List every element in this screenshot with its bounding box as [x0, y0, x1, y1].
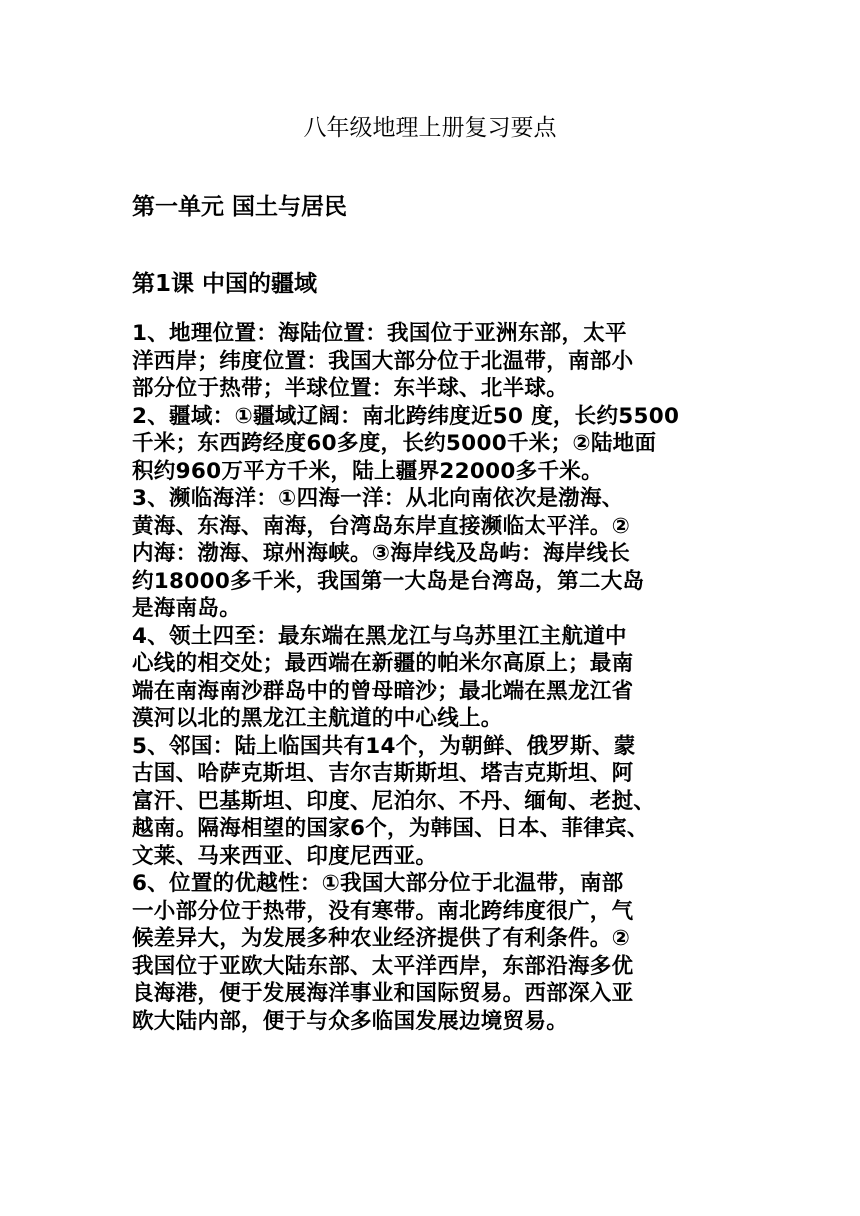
text-line: 古国、哈萨克斯坦、吉尔吉斯斯坦、塔吉克斯坦、阿: [132, 761, 634, 786]
text-line: 端在南海南沙群岛中的曾母暗沙；最北端在黑龙江省: [132, 678, 634, 704]
text-line: 3、濒临海洋：①四海一洋：从北向南依次是渤海、: [132, 486, 624, 511]
text-line: 积约960万平方千米，陆上疆界22000多千米。: [132, 458, 603, 484]
text-line: 千米；东西跨经度60多度，长约5000千米；②陆地面: [132, 431, 657, 456]
text-line: 良海港，便于发展海洋事业和国际贸易。西部深入亚: [132, 981, 634, 1006]
text-line: 2、疆域：①疆域辽阔：南北跨纬度近50 度，长约5500: [132, 403, 680, 429]
text-line: 心线的相交处；最西端在新疆的帕米尔高原上；最南: [132, 651, 634, 676]
text-line: 漠河以北的黑龙江主航道的中心线上。: [132, 706, 503, 731]
text-line: 越南。隔海相望的国家6个，为韩国、日本、菲律宾、: [132, 816, 649, 841]
lesson-heading: 第1课 中国的疆域: [132, 271, 318, 297]
text-line: 一小部分位于热带，没有寒带。南北跨纬度很广，气: [132, 898, 634, 924]
text-line: 欧大陆内部，便于与众多临国发展边境贸易。: [132, 1008, 569, 1034]
text-line: 6、位置的优越性：①我国大部分位于北温带，南部: [132, 871, 624, 896]
text-line: 黄海、东海、南海，台湾岛东岸直接濒临太平洋。②: [132, 513, 631, 539]
unit-heading: 第一单元 国土与居民: [132, 194, 348, 220]
text-line: 是海南岛。: [132, 596, 242, 621]
text-line: 1、地理位置：海陆位置：我国位于亚洲东部，太平: [132, 321, 627, 346]
text-line: 内海：渤海、琼州海峡。③海岸线及岛屿：海岸线长: [132, 541, 631, 566]
text-line: 我国位于亚欧大陆东部、太平洋西岸，东部沿海多优: [132, 953, 634, 979]
text-line: 4、领土四至：最东端在黑龙江与乌苏里江主航道中: [132, 623, 627, 649]
text-line: 候差异大，为发展多种农业经济提供了有利条件。②: [132, 926, 631, 951]
text-line: 富汗、巴基斯坦、印度、尼泊尔、不丹、缅甸、老挝、: [132, 788, 656, 814]
text-line: 约18000多千米，我国第一大岛是台湾岛，第二大岛: [132, 568, 645, 594]
text-line: 5、邻国：陆上临国共有14个，为朝鲜、俄罗斯、蒙: [132, 733, 636, 759]
body-text: [132, 320, 732, 1035]
document-title: 八年级地理上册复习要点: [303, 115, 557, 141]
text-line: 洋西岸；纬度位置：我国大部分位于北温带，南部小: [132, 348, 634, 374]
text-line: 部分位于热带；半球位置：东半球、北半球。: [132, 376, 569, 401]
text-line: 文莱、马来西亚、印度尼西亚。: [132, 843, 438, 869]
